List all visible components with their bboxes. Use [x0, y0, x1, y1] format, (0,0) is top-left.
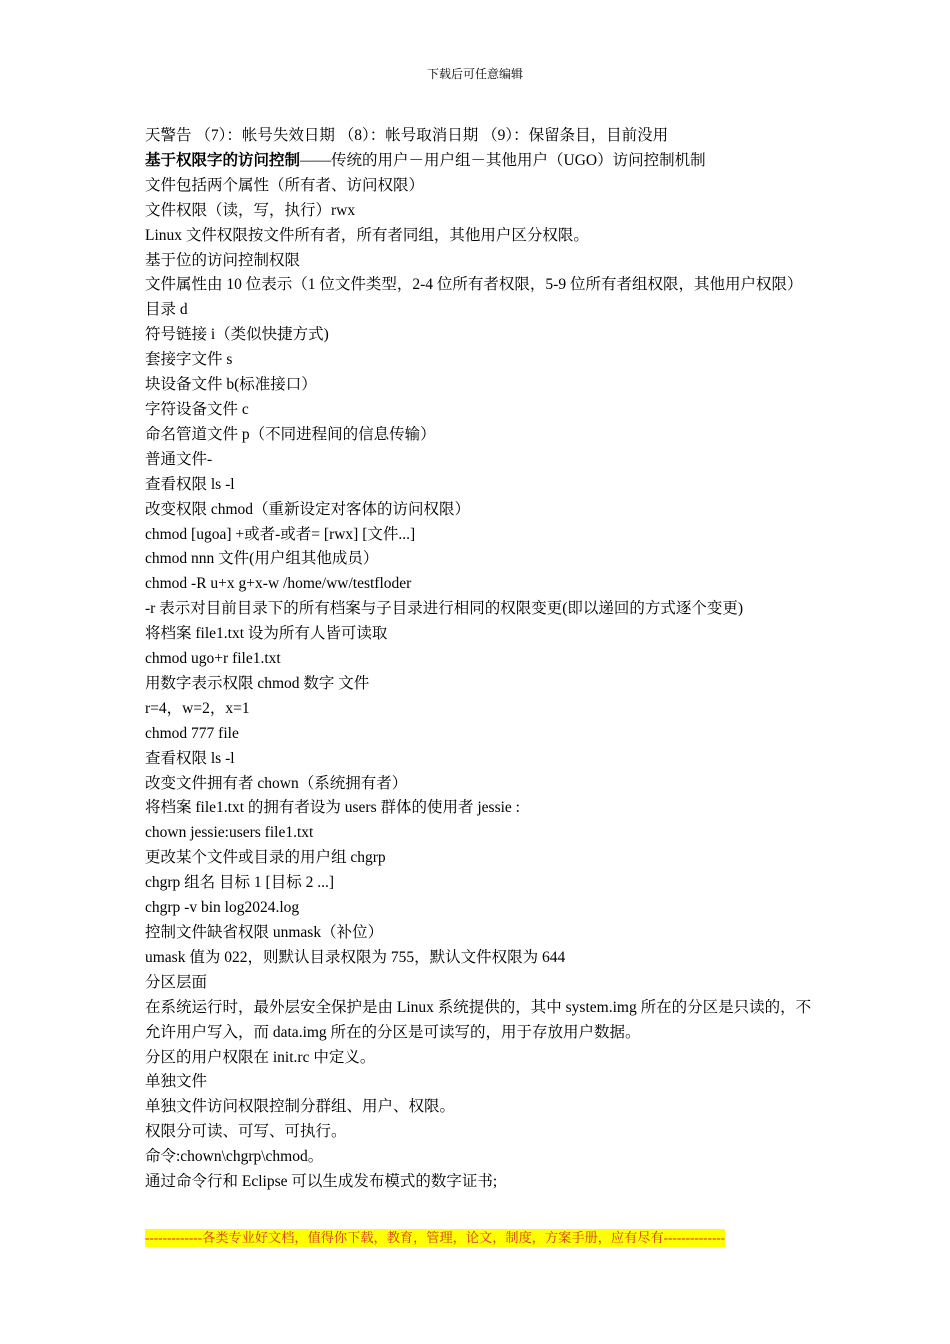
text-line: 块设备文件 b(标准接口） — [145, 376, 317, 394]
text-line: 普通文件- — [145, 450, 213, 468]
text-line: chmod -R u+x g+x-w /home/ww/testfloder — [145, 575, 412, 593]
text-line: Linux 文件权限按文件所有者，所有者同组，其他用户区分权限。 — [145, 226, 589, 244]
text-line: 更改某个文件或目录的用户组 chgrp — [145, 849, 386, 867]
document-body — [145, 124, 815, 1195]
text-line-heading — [145, 149, 815, 174]
footer-banner: -------------各类专业好文档，值得你下载，教育，管理，论文，制度，方案手册，应有尽有-------------- — [145, 1230, 726, 1245]
text-line: 文件属性由 10 位表示（1 位文件类型，2-4 位所有者权限，5-9 位所有者组权限，其他用户权限） — [145, 276, 803, 294]
bold-heading: 基于权限字的访问控制 — [145, 151, 301, 169]
text-line: chmod ugo+r file1.txt — [145, 650, 281, 668]
text-line: 符号链接 i（类似快捷方式) — [145, 326, 329, 344]
text-line: 文件权限（读，写，执行）rwx — [145, 201, 356, 219]
text-line: 改变文件拥有者 chown（系统拥有者） — [145, 774, 408, 792]
text-line: 改变权限 chmod（重新设定对客体的访问权限） — [145, 500, 471, 518]
text-line: 目录 d — [145, 301, 188, 319]
text-line: 字符设备文件 c — [145, 400, 249, 418]
text-line: -r 表示对目前目录下的所有档案与子目录进行相同的权限变更(即以递回的方式逐个变更) — [145, 600, 744, 618]
text-line: 单独文件访问权限控制分群组、用户、权限。 — [145, 1098, 456, 1116]
text-line: 通过命令行和 Eclipse 可以生成发布模式的数字证书; — [145, 1173, 498, 1191]
text-line: 在系统运行时，最外层安全保护是由 Linux 系统提供的，其中 system.img 所在的分区是只读的，不允许用户写入，而 data.img 所在的分区是可读写的，用于存放用户数据。 — [145, 998, 812, 1041]
text-line: 文件包括两个属性（所有者、访问权限） — [145, 176, 425, 194]
text-line: 命令:chown\chgrp\chmod。 — [145, 1148, 324, 1166]
text-line: 控制文件缺省权限 unmask（补位） — [145, 924, 384, 941]
text-line: chown jessie:users file1.txt — [145, 824, 314, 842]
text-line: chgrp 组名 目标 1 [目标 2 ...] — [145, 874, 334, 892]
text-line: umask 值为 022，则默认目录权限为 755，默认文件权限为 644 — [145, 948, 566, 966]
text-line: chgrp -v bin log2024.log — [145, 899, 300, 917]
text-line: chmod 777 file — [145, 724, 239, 742]
text-line: 权限分可读、可写、可执行。 — [145, 1123, 347, 1141]
text-line: 分区的用户权限在 init.rc 中定义。 — [145, 1048, 376, 1066]
text-line: 基于位的访问控制权限 — [145, 251, 301, 269]
text-line: 分区层面 — [145, 973, 208, 991]
text-line: 将档案 file1.txt 设为所有人皆可读取 — [145, 625, 388, 643]
text-line: chmod [ugoa] +或者-或者= [rwx] [文件...] — [145, 525, 416, 543]
heading-rest: ——传统的用户－用户组－其他用户（UGO）访问控制机制 — [300, 151, 706, 169]
text-line: r=4，w=2，x=1 — [145, 699, 250, 717]
text-line: 单独文件 — [145, 1073, 208, 1091]
text-line: 用数字表示权限 chmod 数字 文件 — [145, 674, 370, 692]
page-header-note: 下载后可任意编辑 — [426, 67, 523, 81]
text-line: 查看权限 ls -l — [145, 749, 235, 767]
text-line: 套接字文件 s — [145, 351, 233, 369]
text-line: 命名管道文件 p（不同进程间的信息传输） — [145, 425, 436, 443]
text-line: 天警告 （7）：帐号失效日期 （8）：帐号取消日期 （9）：保留条目，目前没用 — [145, 127, 669, 144]
text-line: chmod nnn 文件(用户组其他成员） — [145, 550, 379, 568]
text-line: 将档案 file1.txt 的拥有者设为 users 群体的使用者 jessie : — [145, 799, 520, 817]
text-line: 查看权限 ls -l — [145, 475, 235, 493]
